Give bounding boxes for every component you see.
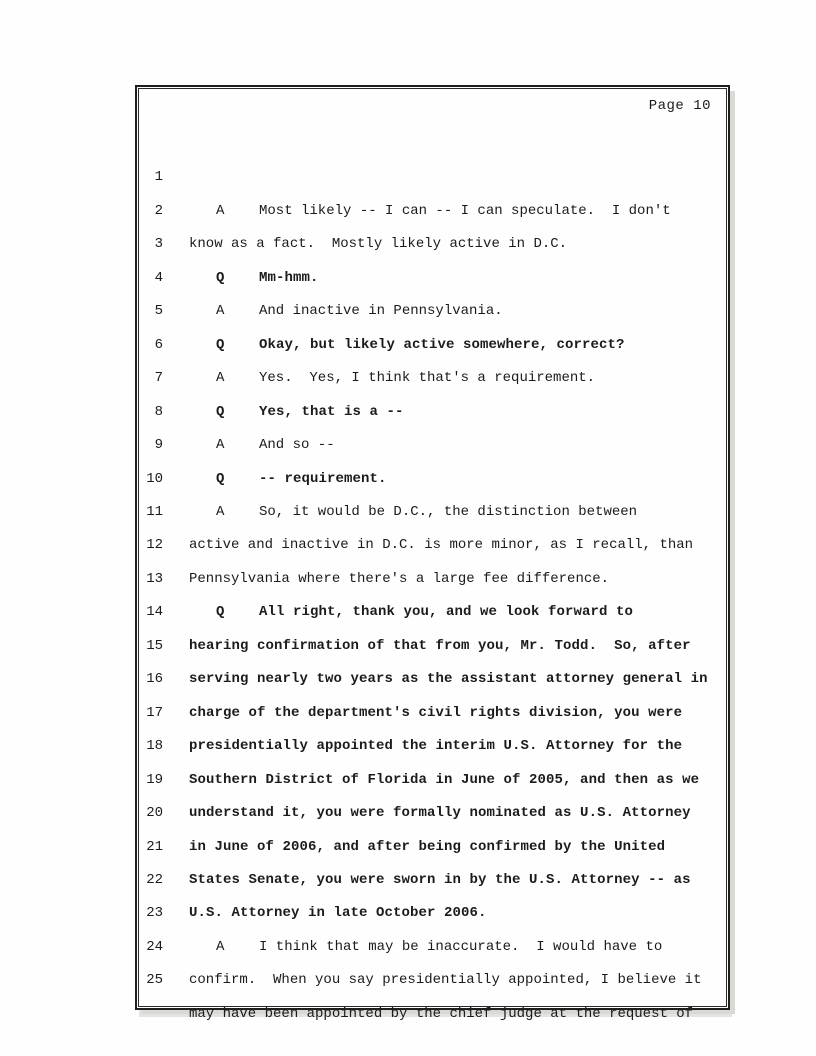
line-text: And inactive in Pennsylvania. (259, 303, 503, 320)
line-number: 14 (146, 604, 163, 621)
transcript-line (139, 128, 726, 219)
line-text: charge of the department's civil rights division, you were (189, 704, 683, 721)
line-content (189, 964, 722, 997)
page-number-label: Page 10 (648, 98, 711, 114)
line-number: 22 (146, 871, 163, 888)
line-number: 21 (146, 838, 163, 855)
line-number: 25 (146, 972, 163, 989)
line-text: serving nearly two years as the assistant attorney general in (189, 671, 708, 688)
line-number: 15 (146, 637, 163, 654)
speaker-label: Q (216, 403, 225, 420)
line-text: hearing confirmation of that from you, Mr. Todd. So, after (189, 637, 691, 654)
line-text: presidentially appointed the interim U.S. Attorney for the (189, 738, 683, 755)
line-text: Pennsylvania where there's a large fee difference. (189, 570, 610, 587)
line-text: Southern District of Florida in June of 2005, and then as we (189, 771, 700, 788)
line-number: 8 (154, 403, 163, 420)
speaker-label: A (216, 303, 225, 320)
line-number: 3 (154, 236, 163, 253)
line-text: So, it would be D.C., the distinction between (259, 503, 638, 520)
line-content (189, 998, 722, 1031)
line-text: States Senate, you were sworn in by the U.S. Attorney -- as (189, 871, 691, 888)
transcript-lines (139, 128, 726, 1022)
line-number: 11 (146, 503, 163, 520)
transcript-frame-inner-rule (138, 88, 727, 1022)
speaker-label: A (216, 938, 225, 955)
line-number: 19 (146, 771, 163, 788)
line-text: Most likely -- I can -- I can speculate. I don't (259, 202, 671, 219)
line-number: 4 (154, 269, 163, 286)
line-text: -- requirement. (259, 470, 387, 487)
speaker-label: Q (216, 470, 225, 487)
transcript-frame (135, 85, 730, 1022)
line-number: 7 (154, 370, 163, 387)
line-number: 23 (146, 905, 163, 922)
line-number: 5 (154, 303, 163, 320)
line-text: active and inactive in D.C. is more minor, as I recall, than (189, 537, 694, 554)
line-number: 24 (146, 938, 163, 955)
line-text: I think that may be inaccurate. I would have to (259, 938, 663, 955)
line-text: Mm-hmm. (259, 269, 319, 286)
line-number: 1 (154, 169, 163, 186)
line-text: in June of 2006, and after being confirmed by the United (189, 838, 666, 855)
line-number: 20 (146, 805, 163, 822)
line-text: understand it, you were formally nominated as U.S. Attorney (189, 805, 691, 822)
line-text: U.S. Attorney in late October 2006. (189, 905, 487, 922)
line-text: may have been appointed by the chief judge at the request of (189, 1005, 694, 1022)
line-text: Yes, that is a -- (259, 403, 404, 420)
speaker-label: A (216, 437, 225, 454)
line-number: 10 (146, 470, 163, 487)
line-text: And so -- (259, 437, 335, 454)
speaker-label: A (216, 503, 225, 520)
speaker-label: Q (216, 269, 225, 286)
line-text: Yes. Yes, I think that's a requirement. (259, 370, 596, 387)
line-number: 17 (146, 704, 163, 721)
line-number: 2 (154, 202, 163, 219)
speaker-label: Q (216, 604, 225, 621)
line-number: 12 (146, 537, 163, 554)
line-text: Okay, but likely active somewhere, correct? (259, 336, 625, 353)
line-number: 18 (146, 738, 163, 755)
speaker-label: Q (216, 336, 225, 353)
line-text: All right, thank you, and we look forward to (259, 604, 634, 621)
line-number: 6 (154, 336, 163, 353)
line-text: confirm. When you say presidentially appointed, I believe it (189, 972, 702, 989)
line-text: know as a fact. Mostly likely active in D.C. (189, 236, 568, 253)
line-number: 9 (154, 437, 163, 454)
line-number: 16 (146, 671, 163, 688)
speaker-label: A (216, 370, 225, 387)
line-number: 13 (146, 570, 163, 587)
speaker-label: A (216, 202, 225, 219)
